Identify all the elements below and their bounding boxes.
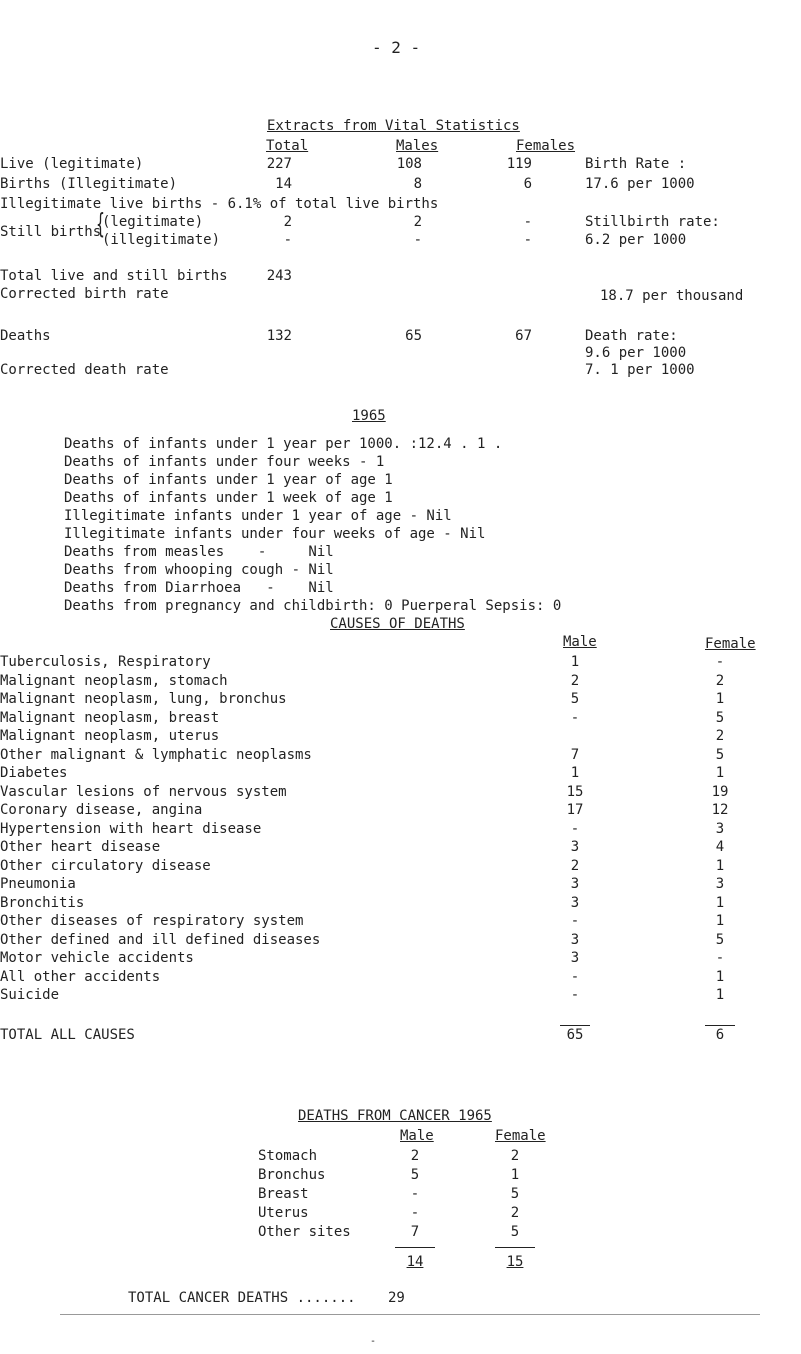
cause-male-value: 1: [570, 654, 580, 670]
cause-female-value: 2: [715, 728, 725, 744]
deaths-females: 67: [515, 328, 532, 344]
cause-female-value: 1: [715, 968, 725, 985]
cause-female-value: 1: [715, 691, 725, 707]
cause-male-value: 3: [570, 894, 580, 911]
illegit-percent-line: Illegitimate live births - 6.1% of total live births: [0, 196, 439, 212]
live-legit-males: 108: [396, 156, 422, 172]
birth-rate-value: 17.6 per 1000: [585, 176, 695, 192]
cancer-male-rule: [395, 1247, 435, 1248]
causes-male-header: Male: [563, 634, 597, 650]
still-illegit-males: -: [413, 232, 422, 248]
cancer-female-value: 2: [510, 1205, 520, 1221]
cancer-male-header: Male: [400, 1128, 434, 1144]
still-illegit-total: -: [283, 232, 292, 248]
cause-female-value: 4: [715, 839, 725, 855]
still-legit-females: -: [523, 214, 532, 230]
cause-male-value: -: [570, 913, 580, 929]
infant-line: Illegitimate infants under 1 year of age - Nil: [64, 508, 452, 524]
deaths-label: Deaths: [0, 328, 51, 344]
cause-female-value: 1: [715, 857, 725, 874]
deaths-males: 65: [405, 328, 422, 344]
cause-label: Coronary disease, angina: [0, 802, 203, 818]
total-cancer-value: 29: [388, 1290, 405, 1306]
cause-male-value: -: [570, 987, 580, 1003]
cause-male-value: -: [570, 968, 580, 985]
brace-icon: {: [96, 207, 105, 240]
deaths-total: 132: [266, 328, 292, 344]
births-illegit-total: 14: [275, 176, 292, 192]
live-legit-label: Live (legitimate): [0, 156, 144, 172]
cause-label: All other accidents: [0, 968, 161, 985]
infant-line: Illegitimate infants under four weeks of age - Nil: [64, 526, 486, 542]
cause-label: Pneumonia: [0, 876, 76, 892]
cause-female-value: 1: [715, 913, 725, 929]
vital-title: Extracts from Vital Statistics: [267, 118, 520, 134]
cause-female-value: 1: [715, 894, 725, 911]
births-illegit-females: 6: [523, 176, 532, 192]
cancer-female-value: 5: [510, 1224, 520, 1240]
causes-total-female: 6: [715, 1027, 725, 1043]
cause-female-value: 5: [715, 746, 725, 763]
cancer-total-male: 14: [406, 1254, 424, 1270]
births-illegit-label: Births (Illegitimate): [0, 176, 178, 192]
still-illegit-label: (illegitimate): [102, 232, 221, 248]
corrected-death-value: 7. 1 per 1000: [585, 362, 695, 378]
live-legit-total: 227: [266, 156, 292, 172]
cause-female-value: 2: [715, 672, 725, 689]
cause-female-value: 5: [715, 709, 725, 726]
cancer-male-value: 5: [410, 1167, 420, 1183]
cause-label: Bronchitis: [0, 894, 85, 911]
cancer-site-label: Other sites: [258, 1224, 351, 1240]
cancer-male-value: 7: [410, 1224, 420, 1240]
male-total-rule: [560, 1025, 590, 1026]
cause-male-value: 15: [566, 783, 584, 800]
total-live-still-value: 243: [266, 268, 292, 284]
cause-male-value: -: [570, 709, 580, 726]
cause-male-value: 2: [570, 672, 580, 689]
stillbirth-rate-value: 6.2 per 1000: [585, 232, 687, 248]
infant-line: Deaths of infants under 1 year of age 1: [64, 472, 393, 488]
cause-male-value: 17: [566, 802, 584, 818]
still-legit-total: 2: [283, 214, 292, 230]
footer-mark: -: [370, 1336, 377, 1347]
cause-male-value: 1: [570, 765, 580, 781]
cause-female-value: 3: [715, 820, 725, 837]
still-legit-males: 2: [413, 214, 422, 230]
cancer-female-value: 5: [510, 1186, 520, 1202]
cause-male-value: 5: [570, 691, 580, 707]
cause-female-value: 5: [715, 931, 725, 948]
infant-line: Deaths from pregnancy and childbirth: 0 Puerperal Sepsis: 0: [64, 598, 562, 614]
cause-female-value: 19: [711, 783, 729, 800]
cancer-female-header: Female: [495, 1128, 546, 1144]
cause-label: Malignant neoplasm, stomach: [0, 672, 228, 689]
cancer-male-value: -: [410, 1205, 420, 1221]
cause-label: Other diseases of respiratory system: [0, 913, 304, 929]
cause-label: Tuberculosis, Respiratory: [0, 654, 211, 670]
cancer-total-female: 15: [506, 1254, 524, 1270]
cancer-site-label: Breast: [258, 1186, 309, 1202]
cancer-female-value: 1: [510, 1167, 520, 1183]
infant-line: Deaths of infants under 1 year per 1000. :12.4 . 1 .: [64, 436, 503, 452]
cause-male-value: 3: [570, 950, 580, 966]
still-births-label: Still births: [0, 224, 102, 240]
causes-total-label: TOTAL ALL CAUSES: [0, 1027, 135, 1043]
cause-label: Malignant neoplasm, lung, bronchus: [0, 691, 287, 707]
cause-female-value: 3: [715, 876, 725, 892]
cause-label: Motor vehicle accidents: [0, 950, 194, 966]
death-rate-label: Death rate:: [585, 328, 678, 344]
cause-male-value: -: [570, 820, 580, 837]
total-live-still-label: Total live and still births: [0, 268, 228, 284]
corrected-birth-label: Corrected birth rate: [0, 286, 169, 302]
total-cancer-label: TOTAL CANCER DEATHS .......: [128, 1290, 356, 1306]
cause-label: Suicide: [0, 987, 60, 1003]
cause-label: Malignant neoplasm, breast: [0, 709, 220, 726]
births-illegit-males: 8: [413, 176, 422, 192]
cause-male-value: 3: [570, 839, 580, 855]
cause-female-value: 1: [715, 765, 725, 781]
header-males: Males: [396, 138, 439, 154]
cancer-male-value: 2: [410, 1148, 420, 1164]
birth-rate-label: Birth Rate :: [585, 156, 687, 172]
cause-label: Diabetes: [0, 765, 68, 781]
infant-line: Deaths from whooping cough - Nil: [64, 562, 334, 578]
cause-female-value: 12: [711, 802, 729, 818]
cause-label: Other circulatory disease: [0, 857, 211, 874]
female-total-rule: [705, 1025, 735, 1026]
causes-title: CAUSES OF DEATHS: [330, 616, 465, 632]
cause-label: Other defined and ill defined diseases: [0, 931, 321, 948]
cause-male-value: 3: [570, 876, 580, 892]
still-illegit-females: -: [523, 232, 532, 248]
cause-label: Other malignant & lymphatic neoplasms: [0, 746, 312, 763]
causes-total-male: 65: [566, 1027, 584, 1043]
infant-line: Deaths of infants under four weeks - 1: [64, 454, 385, 470]
cancer-male-value: -: [410, 1186, 420, 1202]
still-legit-label: (legitimate): [102, 214, 204, 230]
corrected-birth-value: 18.7 per thousand: [600, 288, 744, 304]
stillbirth-rate-label: Stillbirth rate:: [585, 214, 720, 230]
cause-male-value: 7: [570, 746, 580, 763]
cancer-female-value: 2: [510, 1148, 520, 1164]
cancer-site-label: Stomach: [258, 1148, 318, 1164]
infant-line: Deaths of infants under 1 week of age 1: [64, 490, 393, 506]
year-heading: 1965: [352, 408, 386, 424]
cause-label: Vascular lesions of nervous system: [0, 783, 287, 800]
corrected-death-label: Corrected death rate: [0, 362, 169, 378]
cause-label: Hypertension with heart disease: [0, 820, 262, 837]
cause-male-value: 3: [570, 931, 580, 948]
cancer-title: DEATHS FROM CANCER 1965: [298, 1108, 492, 1124]
cause-female-value: -: [715, 654, 725, 670]
cause-female-value: -: [715, 950, 725, 966]
cause-female-value: 1: [715, 987, 725, 1003]
cancer-site-label: Bronchus: [258, 1167, 326, 1183]
live-legit-females: 119: [506, 156, 532, 172]
cancer-site-label: Uterus: [258, 1205, 309, 1221]
infant-line: Deaths from Diarrhoea - Nil: [64, 580, 334, 596]
cancer-female-rule: [495, 1247, 535, 1248]
header-total: Total: [266, 138, 309, 154]
cause-label: Other heart disease: [0, 839, 161, 855]
death-rate-value: 9.6 per 1000: [585, 345, 687, 361]
page-number: - 2 -: [372, 38, 421, 57]
cause-label: Malignant neoplasm, uterus: [0, 728, 220, 744]
header-females: Females: [516, 138, 576, 154]
bottom-rule: [60, 1314, 760, 1315]
causes-female-header: Female: [705, 636, 756, 652]
infant-line: Deaths from measles - Nil: [64, 544, 334, 560]
cause-male-value: 2: [570, 857, 580, 874]
